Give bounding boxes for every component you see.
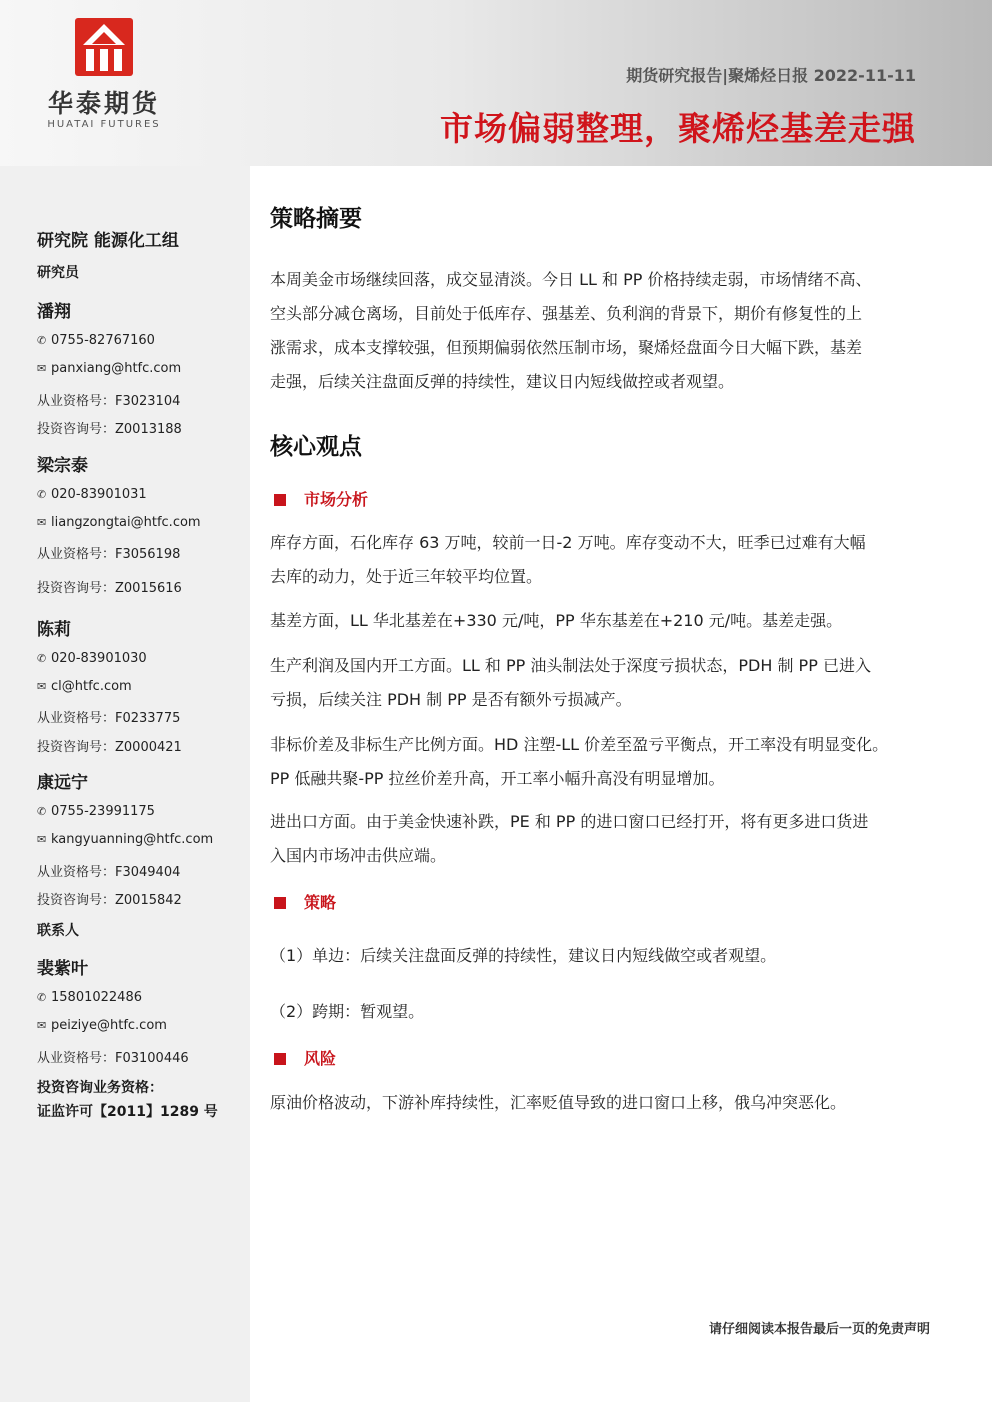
author-name: 康远宁 <box>37 773 88 793</box>
email-icon: ✉ <box>37 680 47 693</box>
license-value: 证监许可【2011】1289 号 <box>37 1104 218 1120</box>
author-phone[interactable]: ✆ 020-83901031 <box>37 487 147 502</box>
contact-qualification: 从业资格号：F03100446 <box>37 1051 189 1066</box>
disclaimer-notice: 请仔细阅读本报告最后一页的免责声明 <box>708 1322 930 1337</box>
contact-label: 联系人 <box>37 923 79 939</box>
contact-email[interactable]: ✉ peiziye@htfc.com <box>37 1018 167 1033</box>
logo-mark-icon <box>75 18 133 76</box>
author-email[interactable]: ✉ panxiang@htfc.com <box>37 361 182 376</box>
author-name: 梁宗泰 <box>37 456 88 476</box>
company-logo <box>44 18 164 138</box>
author-phone[interactable]: ✆ 020-83901030 <box>37 651 147 666</box>
strategy-item-calendar: （2）跨期：暂观望。 <box>270 1002 425 1021</box>
contact-name: 裴紫叶 <box>37 959 88 979</box>
phone-icon: ✆ <box>37 334 47 347</box>
contact-phone[interactable]: ✆ 15801022486 <box>37 990 142 1005</box>
author-qualification: 从业资格号：F0233775 <box>37 711 181 726</box>
research-group: 研究院 能源化工组 <box>37 231 179 251</box>
email-icon: ✉ <box>37 1019 47 1032</box>
author-qualification: 从业资格号：F3049404 <box>37 865 181 880</box>
report-title: 市场偏弱整理，聚烯烃基差走强 <box>440 109 916 148</box>
summary-line: 走强，后续关注盘面反弹的持续性，建议日内短线做控或者观望。 <box>270 372 735 391</box>
market-paragraph-import: 进出口方面。由于美金快速补跌，PE 和 PP 的进口窗口已经打开，将有更多进口货进 入国内市场冲击供应端。 <box>270 812 869 865</box>
market-paragraph-profit: 生产利润及国内开工方面。LL 和 PP 油头制法处于深度亏损状态，PDH 制 PP 已进入 亏损，后续关注 PDH 制 PP 是否有额外亏损减产。 <box>270 656 871 709</box>
report-type-date: 期货研究报告|聚烯烃日报 2022-11-11 <box>626 66 916 85</box>
email-icon: ✉ <box>37 833 47 846</box>
phone-icon: ✆ <box>37 805 47 818</box>
summary-line: 涨需求，成本支撑较强，但预期偏弱依然压制市场，聚烯烃盘面今日大幅下跌，基差 <box>270 338 863 357</box>
square-bullet-icon <box>274 1053 286 1065</box>
logo-english-name: HUATAI FUTURES <box>47 119 161 130</box>
license-label: 投资咨询业务资格： <box>37 1080 163 1096</box>
summary-line: 本周美金市场继续回落，成交显清淡。今日 LL 和 PP 价格持续走弱，市场情绪不高、 <box>270 270 872 289</box>
risk-paragraph: 原油价格波动，下游补库持续性，汇率贬值导致的进口窗口上移，俄乌冲突恶化。 <box>270 1093 847 1112</box>
author-invest-license: 投资咨询号：Z0015616 <box>37 581 182 596</box>
author-email[interactable]: ✉ cl@htfc.com <box>37 679 132 694</box>
market-paragraph-spread: 非标价差及非标生产比例方面。HD 注塑-LL 价差至盈亏平衡点，开工率没有明显变化。 PP 低融共聚-PP 拉丝价差升高，开工率小幅升高没有明显增加。 <box>270 735 889 788</box>
market-paragraph-basis: 基差方面，LL 华北基差在+330 元/吨，PP 华东基差在+210 元/吨。基差走强。 <box>270 611 843 630</box>
phone-icon: ✆ <box>37 488 47 501</box>
author-qualification: 从业资格号：F3056198 <box>37 547 181 562</box>
market-analysis-heading: 市场分析 <box>274 487 368 510</box>
summary-heading: 策略摘要 <box>270 206 362 232</box>
author-invest-license: 投资咨询号：Z0013188 <box>37 422 182 437</box>
summary-line: 空头部分减仓离场，目前处于低库存、强基差、负利润的背景下，期价有修复性的上 <box>270 304 863 323</box>
summary-paragraph <box>270 263 940 399</box>
logo-chinese-name: 华泰期货 <box>47 89 160 118</box>
market-paragraph-inventory: 库存方面，石化库存 63 万吨，较前一日-2 万吨。库存变动不大，旺季已过难有大幅 去库的动力，处于近三年较平均位置。 <box>270 533 866 586</box>
square-bullet-icon <box>274 494 286 506</box>
author-phone[interactable]: ✆ 0755-23991175 <box>37 804 155 819</box>
phone-icon: ✆ <box>37 652 47 665</box>
author-email[interactable]: ✉ kangyuanning@htfc.com <box>37 832 214 847</box>
author-phone[interactable]: ✆ 0755-82767160 <box>37 333 155 348</box>
author-name: 陈莉 <box>37 620 71 640</box>
author-invest-license: 投资咨询号：Z0015842 <box>37 893 182 908</box>
strategy-heading: 策略 <box>274 890 336 913</box>
report-header <box>0 0 992 166</box>
author-email[interactable]: ✉ liangzongtai@htfc.com <box>37 515 201 530</box>
strategy-item-single: （1）单边：后续关注盘面反弹的持续性，建议日内短线做空或者观望。 <box>270 946 777 965</box>
author-qualification: 从业资格号：F3023104 <box>37 394 181 409</box>
researcher-label: 研究员 <box>37 265 79 281</box>
author-invest-license: 投资咨询号：Z0000421 <box>37 740 182 755</box>
author-name: 潘翔 <box>37 302 71 322</box>
email-icon: ✉ <box>37 516 47 529</box>
core-views-heading: 核心观点 <box>270 434 362 460</box>
phone-icon: ✆ <box>37 991 47 1004</box>
risk-heading: 风险 <box>274 1046 336 1069</box>
square-bullet-icon <box>274 897 286 909</box>
email-icon: ✉ <box>37 362 47 375</box>
